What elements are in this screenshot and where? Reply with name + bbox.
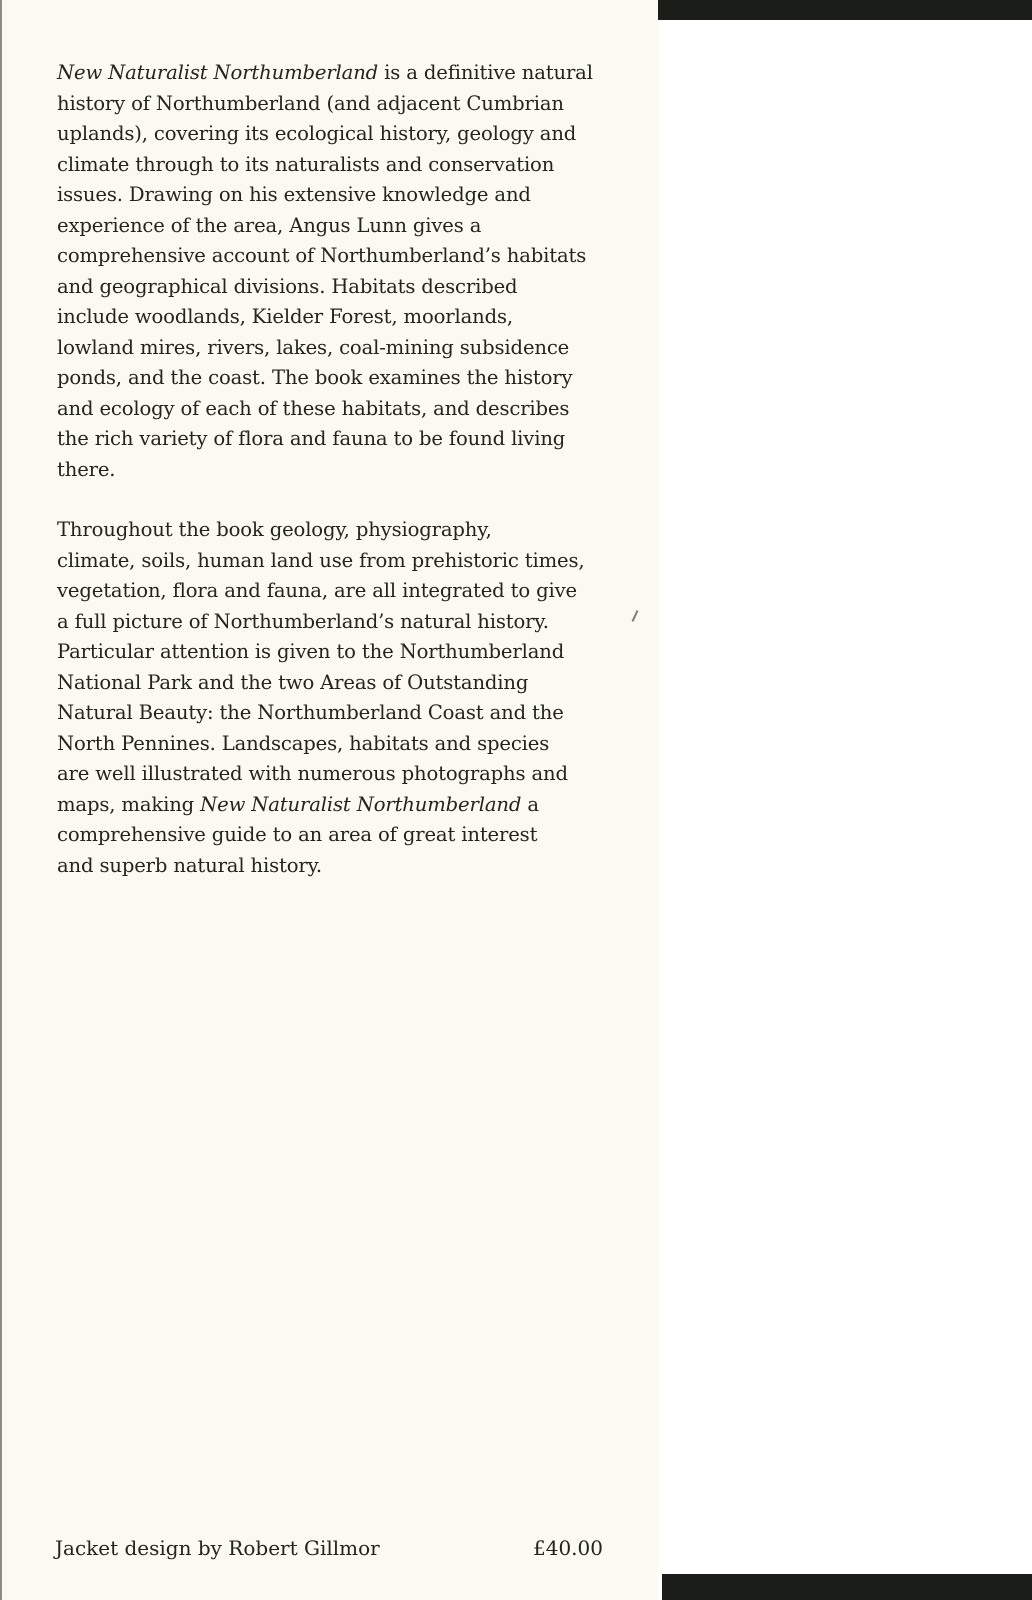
blurb-line: uplands), covering its ecological history, geology and [57,122,577,145]
blurb-paragraph-2 [57,515,617,881]
blurb-line: issues. Drawing on his extensive knowledge and [57,183,531,206]
blurb-line: are well illustrated with numerous photographs and [57,762,568,785]
blurb-line: and ecology of each of these habitats, and describes [57,396,570,420]
top-dark-band [658,0,1032,20]
blurb-line: there. [57,457,116,481]
blurb-text-fragment: is a definitive natural [378,61,593,84]
blurb-line: Natural Beauty: the Northumberland Coast and the [57,701,564,724]
blurb-line: experience of the area, Angus Lunn gives a [57,213,482,237]
blurb-line: history of Northumberland (and adjacent Cumbrian [57,91,564,115]
blurb-paragraph-1 [57,58,617,485]
blurb-line: vegetation, flora and fauna, are all integrated to give [57,579,577,602]
blurb-line [57,790,617,821]
book-title: New Naturalist Northumberland [57,61,379,84]
blurb-line: include woodlands, Kielder Forest, moorlands, [57,305,513,328]
price-label: £40.00 [533,1536,603,1560]
blurb-line: comprehensive account of Northumberland’s habitats [57,244,587,267]
blurb-line: climate, soils, human land use from prehistoric times, [57,548,585,572]
blurb-line [57,58,617,89]
blurb-line: National Park and the two Areas of Outstanding [57,670,529,694]
blurb-line: and superb natural history. [57,853,322,877]
blurb-line: and geographical divisions. Habitats described [57,274,518,298]
bottom-dark-band [662,1574,1032,1600]
jacket-design-credit: Jacket design by Robert Gillmor [55,1536,380,1560]
blurb-text-fragment: a [521,792,539,816]
blurb-text-fragment: maps, making [57,792,201,816]
blurb-line: comprehensive guide to an area of great interest [57,823,538,846]
blurb-line: North Pennines. Landscapes, habitats and species [57,731,550,755]
flap-edge [0,0,2,1600]
blurb-line: ponds, and the coast. The book examines the history [57,366,573,389]
blurb-line: Particular attention is given to the Northumberland [57,640,565,663]
blurb-line: Throughout the book geology, physiography, [57,518,492,541]
blurb-line: lowland mires, rivers, lakes, coal-mining subsidence [57,335,570,359]
blurb-line: a full picture of Northumberland’s natural history. [57,609,549,633]
book-title: New Naturalist Northumberland [200,792,522,816]
blurb-line: the rich variety of flora and fauna to be found living [57,427,566,450]
blurb-line: climate through to its naturalists and conservation [57,152,555,176]
blurb-text [57,58,617,881]
